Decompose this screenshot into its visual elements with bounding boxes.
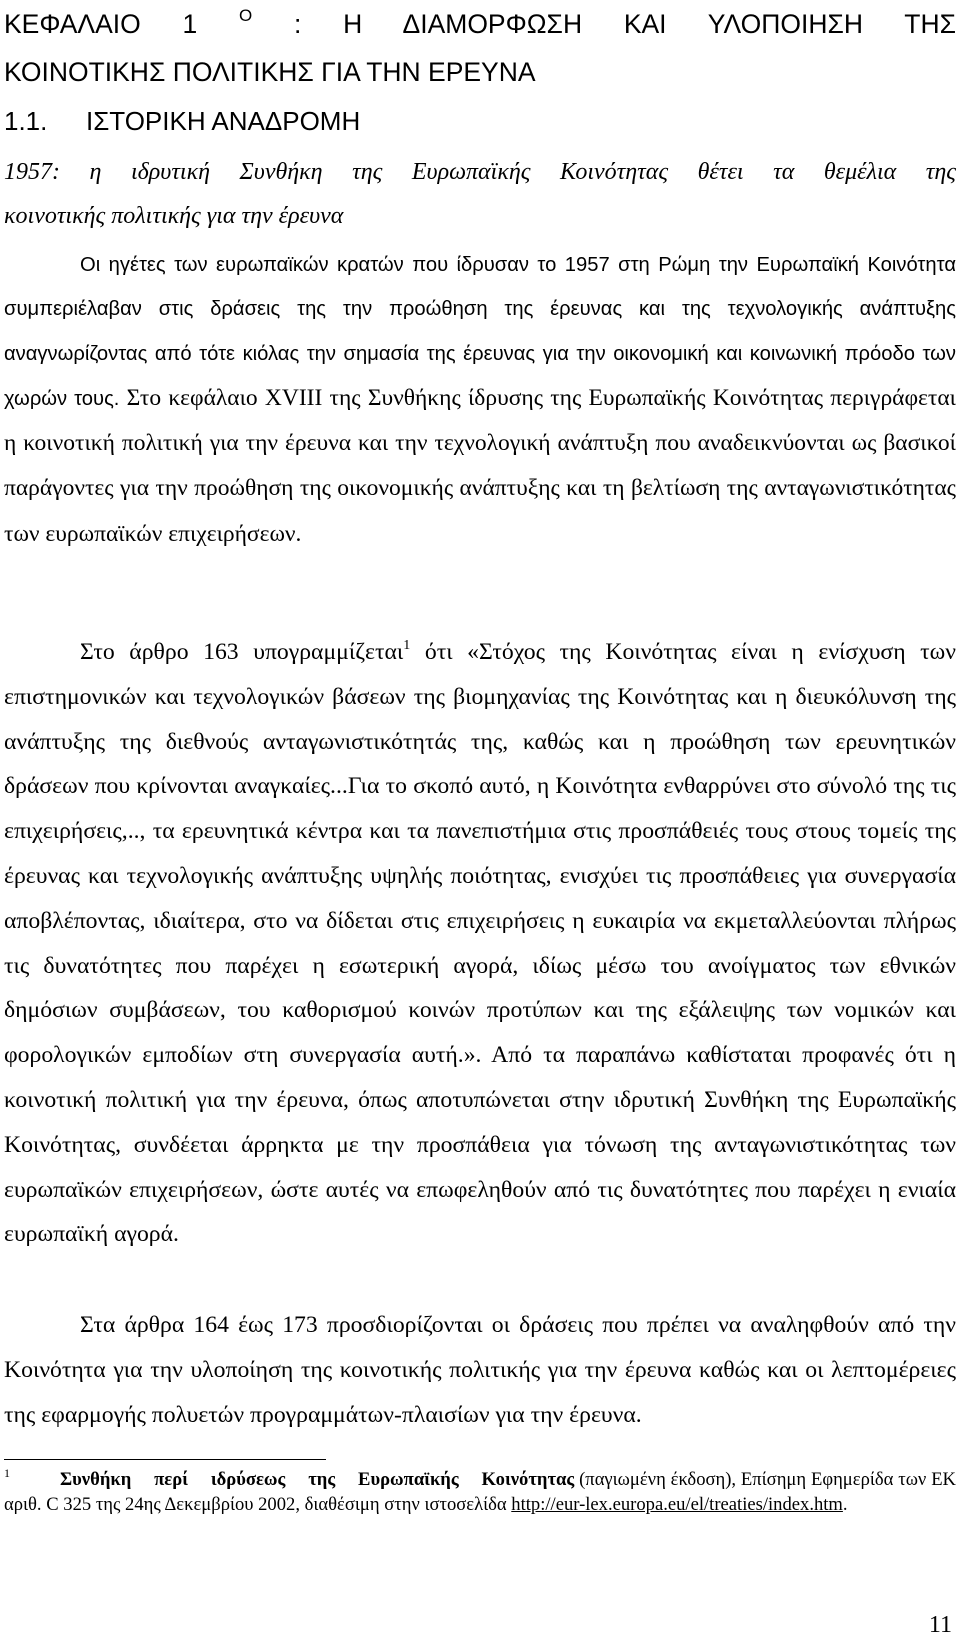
section-heading bbox=[4, 100, 360, 142]
footnote-link[interactable]: http://eur-lex.europa.eu/el/treaties/index.htm bbox=[511, 1494, 843, 1515]
footnote-title: Συνθήκη περί ιδρύσεως της Ευρωπαϊκής Κοινότητας bbox=[60, 1469, 575, 1490]
paragraph-1 bbox=[4, 243, 956, 557]
chapter-title bbox=[4, 0, 956, 96]
paragraph-1-serif: Στο κεφάλαιο XVIII της Συνθήκης ίδρυσης της Ευρωπαϊκής Κοινότητας περιγράφεται η κοινοτική πολιτική για την έρευνα και την τεχνολογική ανάπτυξη που αναδεικνύονται ως βασικοί παράγοντες για την προώθηση της οικονομικής ανάπτυξης και τη βελτίωση της ανταγωνιστικότητας των ευρωπαϊκών επιχειρήσεων. bbox=[4, 384, 956, 547]
chapter-ordinal-superscript: Ο bbox=[239, 6, 253, 25]
footnote-end: . bbox=[842, 1494, 848, 1515]
chapter-prefix: ΚΕΦΑΛΑΙΟ 1 bbox=[4, 9, 198, 39]
footnote: 1 Συνθήκη περί ιδρύσεως της Ευρωπαϊκής Κοινότητας (παγιωμένη έκδοση), Επίσημη Εφημερίδα των ΕΚ αριθ. C 325 της 24ης Δεκεμβρίου 2002, διαθέσιμη στην ιστοσελίδα http://eur-lex.europa.eu/el/treaties/index.htm. bbox=[4, 1466, 956, 1515]
paragraph-1-sans: Οι ηγέτες των ευρωπαϊκών κρατών που ίδρυσαν το 1957 στη Ρώμη την Ευρωπαϊκή Κοινότητα συμπεριέλαβαν στις δράσεις της την προώθηση της έρευνας και της τεχνολογικής ανάπτυξης αναγνωρίζοντας από τότε κιόλας την σημασία της έρευνας για την οικονομική και κοινωνική πρόοδο των χωρών τους. bbox=[4, 254, 956, 410]
subheading-line2: κοινοτικής πολιτικής για την έρευνα bbox=[4, 203, 344, 229]
page-number: 11 bbox=[928, 1612, 952, 1638]
footnote-text: (παγιωμένη έκδοση), Επίσημη Εφημερίδα των ΕΚ αριθ. C 325 της 24ης Δεκεμβρίου 2002, διαθέσιμη στην ιστοσελίδα bbox=[4, 1469, 956, 1515]
section-number: 1.1. bbox=[4, 106, 48, 136]
paragraph-2-after: ότι «Στόχος της Κοινότητας είναι η ενίσχυση των επιστημονικών και τεχνολογικών βάσεων της βιομηχανίας της Κοινότητας και η διευκόλυνση της ανάπτυξης της διεθνούς ανταγωνιστικότητάς της, καθώς και η προώθηση των ερευνητικών δράσεων που κρίνονται αναγκαίες...Για το σκοπό αυτό, η Κοινότητα ενθαρρύνει στο σύνολό της τις επιχειρήσεις,.., τα ερευνητικά κέντρα και τα πανεπιστήμια στις προσπάθειές τους στους τομείς της έρευνας και τεχνολογικής ανάπτυξης υψηλής ποιότητας, ενισχύει τις προσπάθειες για συνεργασία αποβλέποντας, ιδιαίτερα, στο να δίδεται στις επιχειρήσεις η ευκαιρία να εκμεταλλεύονται πλήρως τις δυνατότητες που παρέχει η εσωτερική αγορά, ιδίως μέσω του ανοίγματος των εθνικών δημόσιων συμβάσεων, του καθορισμού κοινών προτύπων και της εξάλειψης των νομικών και φορολογικών εμποδίων στη συνεργασία αυτή.». Από τα παραπάνω καθίσταται προφανές ότι η κοινοτική πολιτική για την έρευνα, όπως αποτυπώνεται στην ιδρυτική Συνθήκη της Ευρωπαϊκής Κοινότητας, συνδέεται άρρηκτα με την προσπάθεια για τόνωση της ανταγωνιστικότητας των ευρωπαϊκών επιχειρήσεων, ώστε αυτές να επωφεληθούν από τις δυνατότητες που παρέχει η ενιαία ευρωπαϊκή αγορά. bbox=[4, 639, 956, 1248]
section-title: ΙΣΤΟΡΙΚΗ ΑΝΑΔΡΟΜΗ bbox=[86, 106, 361, 136]
chapter-title-rest: : Η ΔΙΑΜΟΡΦΩΣΗ ΚΑΙ ΥΛΟΠΟΙΗΣΗ ΤΗΣ bbox=[252, 9, 957, 39]
footnote-divider bbox=[4, 1459, 326, 1460]
chapter-title-line2: ΚΟΙΝΟΤΙΚΗΣ ΠΟΛΙΤΙΚΗΣ ΓΙΑ ΤΗΝ ΕΡΕΥΝΑ bbox=[4, 57, 536, 87]
paragraph-2 bbox=[4, 630, 956, 1257]
paragraph-3: Στα άρθρα 164 έως 173 προσδιορίζονται οι δράσεις που πρέπει να αναληφθούν από την Κοινότητα για την υλοποίηση της κοινοτικής πολιτικής για την έρευνα καθώς και οι λεπτομέρειες της εφαρμογής πολυετών προγραμμάτων-πλαισίων για την έρευνα. bbox=[4, 1312, 956, 1428]
subheading bbox=[4, 150, 956, 238]
footnote-reference[interactable]: 1 bbox=[403, 638, 411, 653]
subheading-line1: 1957: η ιδρυτική Συνθήκη της Ευρωπαϊκής Κοινότητας θέτει τα θεμέλια της bbox=[4, 159, 956, 185]
paragraph-2-before: Στο άρθρο 163 υπογραμμίζεται bbox=[80, 639, 404, 665]
chapter-title-line1 bbox=[4, 0, 956, 48]
